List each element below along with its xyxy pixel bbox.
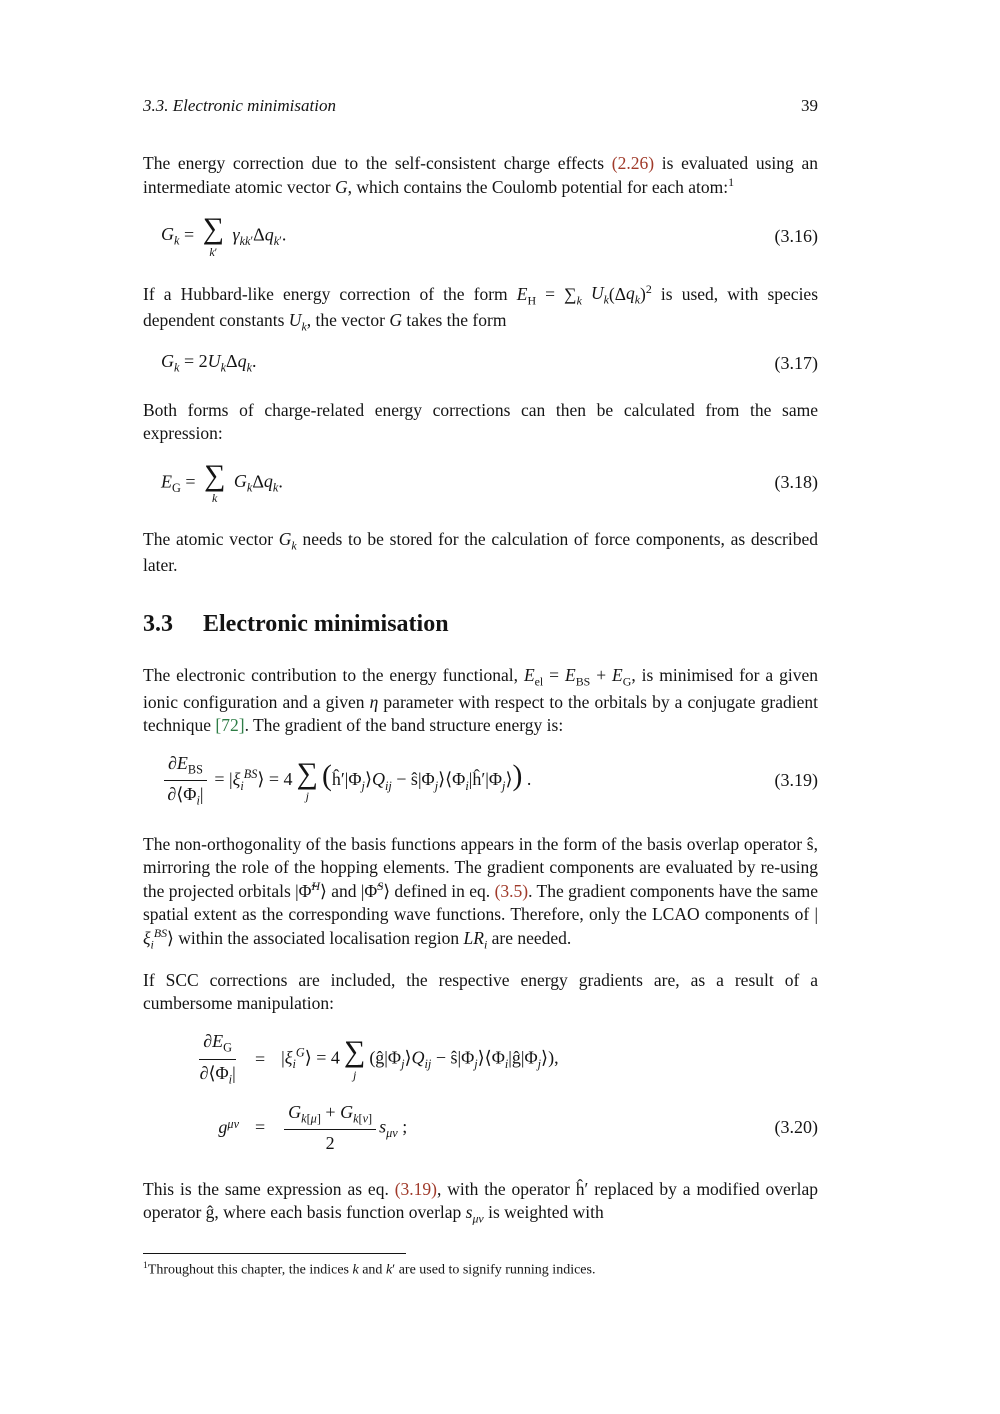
eq-ref-2-26[interactable]: (2.26) (611, 153, 655, 173)
equation-3-16-number: (3.16) (774, 225, 818, 246)
equation-3-17 (143, 351, 818, 376)
paragraph-scc-corrections: If SCC corrections are included, the respective energy gradients are, as a result of a cumbersome manipulation: (143, 970, 818, 1014)
section-title: Electronic minimisation (203, 611, 449, 638)
equation-3-20 (143, 1031, 818, 1154)
equation-3-19 (143, 753, 818, 809)
equation-3-16 (143, 212, 818, 259)
paragraph-both-forms: Both forms of charge-related energy corrections can then be calculated from the same expression: (143, 400, 818, 444)
paragraph-same-expression: This is the same expression as eq. (3.19), with the operator ĥ′ replaced by a modified overlap operator ĝ, where each basis function overlap $s_{\mu\nu}$ is weighted with (143, 1179, 818, 1226)
equation-3-20-number: (3.20) (774, 1117, 818, 1138)
equation-3-20-row1-lhs: $\frac{\partial E_G}{\partial⟨\Phi_i|}$ (199, 1031, 236, 1087)
running-head-title: 3.3. Electronic minimisation (143, 96, 336, 115)
equation-3-16-body: $G_k$ = ∑ k′ $\gamma_{kk'}\Delta q_{k'}$. (161, 212, 287, 259)
equation-3-19-body: $\frac{\partial E_{BS}}{\partial⟨\Phi_i|}$ = $|\xi_i^{BS}⟩ = 4$ ∑ j ($ĥ'|\Phi_j⟩Q_{ij}$ − $ŝ|\Phi_j⟩⟨\Phi_i|ĥ'|\Phi_j⟩$) . (143, 753, 531, 809)
equation-3-20-row2-rel: = (255, 1117, 266, 1138)
paragraph-non-orthogonality: The non-orthogonality of the basis functions appears in the form of the basis overlap operator ŝ, mirroring the role of the hopping elements. The gradient components are evaluated by re-using the projected orbitals |Φ̃$^H$⟩ and |Φ̃$^S$⟩ defined in eq. (3.5). The gradient components have the same spatial extent as the corresponding wave functions. Therefore, only the LCAO components of $|\xi_i^{BS}⟩$ within the associated localisation region $LR_i$ are needed. (143, 833, 819, 952)
footnote-text: $^1$Throughout this chapter, the indices k and k′ are used to signify running indices. (143, 1261, 596, 1279)
paragraph-energy-correction: The energy correction due to the self-consistent charge effects (2.26) is evaluated using an intermediate atomic vector G, which contains the Coulomb potential for each atom:$^1$ (143, 153, 818, 197)
running-head (143, 96, 818, 116)
footnote-rule (143, 1253, 406, 1254)
equation-3-18-body: $E_G$ = ∑ k $G_k\Delta q_k$. (161, 458, 283, 506)
equation-3-18-number: (3.18) (774, 472, 818, 493)
equation-3-20-row2-rhs: $\frac{G_{k[\mu]} + G_{k[\nu]}}{2}$ $s_{\mu\nu}$ ; (281, 1102, 407, 1155)
eq-ref-3-5[interactable]: (3.5) (494, 880, 529, 901)
paragraph-hubbard: If a Hubbard-like energy correction of the form $E_H = \sum_k$ $U_k(\Delta q_k)^2$ is used, with species dependent constants $U_k$, the vector G takes the form (143, 281, 819, 334)
equation-3-19-number: (3.19) (774, 770, 818, 791)
equation-3-20-row-1 (143, 1031, 818, 1087)
section-number: 3.3 (143, 611, 173, 638)
equation-3-17-body: $G_k = 2U_k\Delta q_k$. (161, 350, 257, 375)
page-number: 39 (801, 96, 818, 115)
equation-3-20-row1-rhs: $|\xi_i^G⟩ = 4$ ∑ j ($ĝ|\Phi_j⟩Q_{ij}$ − $ŝ|\Phi_j⟩⟨\Phi_i|ĝ|\Phi_j⟩$), (281, 1035, 559, 1082)
section-heading (143, 611, 818, 638)
equation-3-18 (143, 458, 818, 506)
paragraph-atomic-vector: The atomic vector $G_k$ needs to be stored for the calculation of force components, as described later. (143, 529, 818, 576)
equation-3-20-row-2 (143, 1102, 818, 1155)
equation-3-20-row2-lhs: g μν (218, 1117, 239, 1138)
equation-3-20-row1-rel: = (255, 1048, 266, 1069)
citation-72[interactable]: [72] (215, 714, 245, 735)
paragraph-electronic-contribution: The electronic contribution to the energy functional, $E_{el} = E_{BS} + E_G$, is minimised for a given ionic configuration and a given η parameter with respect to the orbitals by a conjugate gradient technique [72]. The gradient of the band structure energy is: (143, 665, 819, 735)
eq-ref-3-19[interactable]: (3.19) (394, 1179, 437, 1200)
footnote-block (143, 1253, 818, 1280)
equation-3-20-align (143, 1031, 818, 1154)
equation-3-17-number: (3.17) (774, 352, 818, 373)
